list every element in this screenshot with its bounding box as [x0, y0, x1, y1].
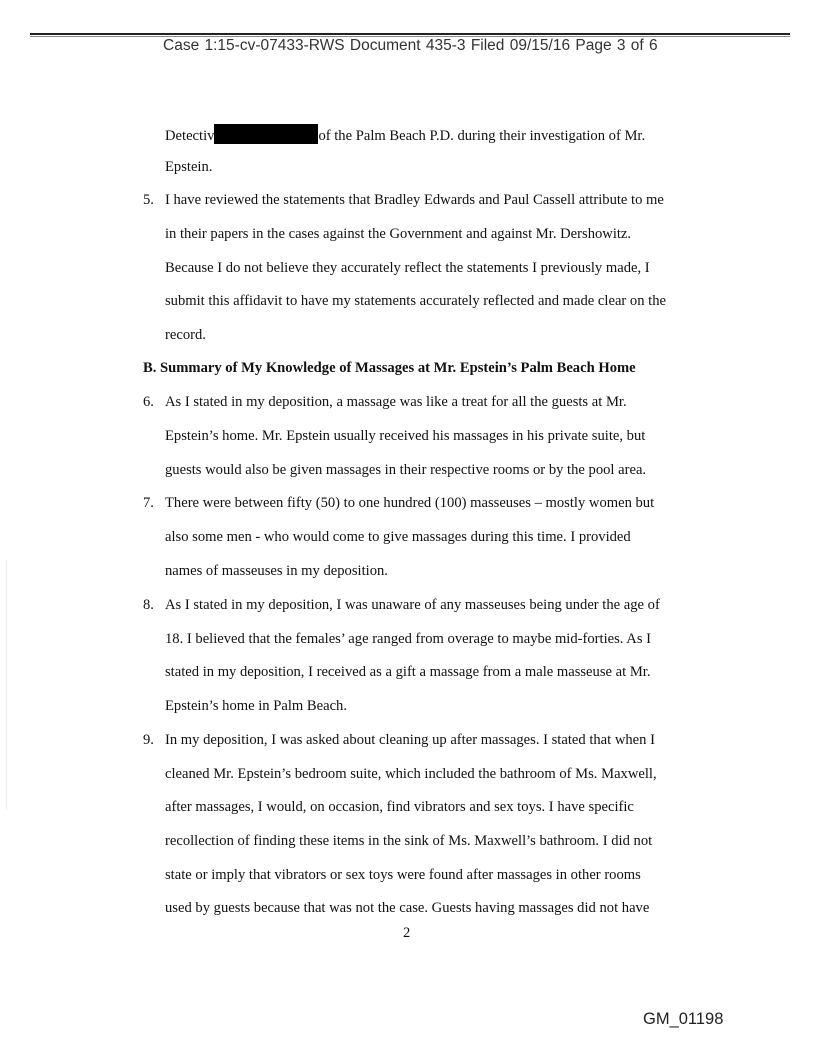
para5-line: Because I do not believe they accurately reflect the statements I previously made, I [165, 260, 650, 276]
para5-number: 5. [143, 192, 154, 208]
para5-line: submit this affidavit to have my statements accurately reflected and made clear on the [165, 293, 666, 309]
para9-line: cleaned Mr. Epstein’s bedroom suite, which included the bathroom of Ms. Maxwell, [165, 766, 657, 782]
para9-line: recollection of finding these items in the sink of Ms. Maxwell’s bathroom. I did not [165, 833, 653, 849]
para7-number: 7. [143, 495, 154, 511]
para4-line-1 [165, 124, 645, 145]
para5-line: I have reviewed the statements that Bradley Edwards and Paul Cassell attribute to me [165, 192, 664, 208]
para6-line: Epstein’s home. Mr. Epstein usually received his massages in his private suite, but [165, 428, 646, 444]
para7-line: names of masseuses in my deposition. [165, 563, 388, 579]
para6-line: guests would also be given massages in their respective rooms or by the pool area. [165, 462, 647, 478]
para8-line: stated in my deposition, I received as a gift a massage from a male masseuse at Mr. [165, 664, 651, 680]
para8-line: Epstein’s home in Palm Beach. [165, 698, 347, 714]
para8-line: 18. I believed that the females’ age ranged from overage to maybe mid-forties. As I [165, 631, 652, 647]
case-header: Case 1:15-cv-07433-RWS Document 435-3 Filed 09/15/16 Page 3 of 6 [163, 37, 658, 54]
para7-line: also some men - who would come to give massages during this time. I provided [165, 529, 631, 545]
para4-line-1-a: Detectiv [165, 128, 215, 144]
para6-number: 6. [143, 394, 154, 410]
para9-line: used by guests because that was not the case. Guests having massages did not have [165, 900, 650, 916]
para7-line: There were between fifty (50) to one hundred (100) masseuses – mostly women but [165, 495, 655, 511]
para9-line: In my deposition, I was asked about cleaning up after massages. I stated that when I [165, 732, 655, 748]
para9-number: 9. [143, 732, 154, 748]
para4-line-2: Epstein. [165, 159, 213, 175]
page-number: 2 [403, 925, 411, 941]
scan-margin-artifact [6, 560, 7, 810]
redaction-bar [214, 124, 318, 144]
para4-line-1-b: of the Palm Beach P.D. during their investigation of Mr. [318, 128, 646, 144]
section-heading: B. Summary of My Knowledge of Massages at Mr. Epstein’s Palm Beach Home [143, 360, 636, 376]
para5-line: record. [165, 327, 206, 343]
para5-line: in their papers in the cases against the Government and against Mr. Dershowitz. [165, 226, 632, 242]
para8-line: As I stated in my deposition, I was unaware of any masseuses being under the age of [165, 597, 660, 613]
para9-line: state or imply that vibrators or sex toys were found after massages in other rooms [165, 867, 641, 883]
header-rule [30, 33, 790, 35]
bates-stamp: GM_01198 [643, 1010, 724, 1028]
para8-number: 8. [143, 597, 154, 613]
para9-line: after massages, I would, on occasion, find vibrators and sex toys. I have specific [165, 799, 634, 815]
para6-line: As I stated in my deposition, a massage was like a treat for all the guests at Mr. [165, 394, 627, 410]
